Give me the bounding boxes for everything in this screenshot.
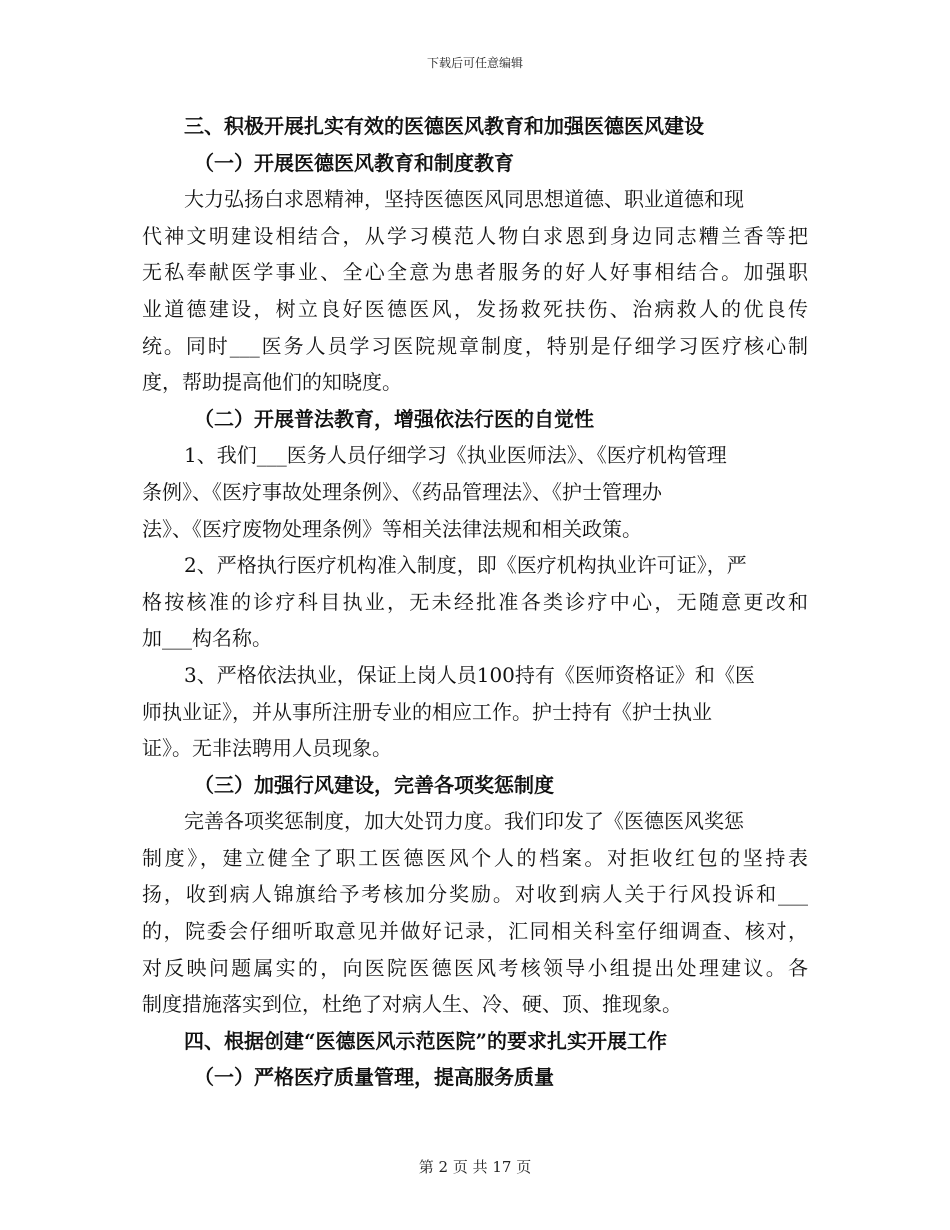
paragraph-line: 3、严格依法执业，保证上岗人员100持有《医师资格证》和《医 (184, 662, 755, 687)
subsection-heading: （一）严格医疗质量管理，提高服务质量 (194, 1065, 554, 1090)
section-heading: 三、积极开展扎实有效的医德医风教育和加强医德医风建设 (184, 114, 704, 138)
subsection-heading: （二）开展普法教育，增强依法行医的自觉性 (194, 406, 594, 431)
page-number: 第 2 页 共 17 页 (418, 1158, 532, 1176)
paragraph-line: 度，帮助提高他们的知晓度。 (142, 370, 402, 395)
paragraph-line: 法》、《医疗废物处理条例》等相关法律法规和相关政策。 (142, 516, 642, 541)
paragraph-line: 代神文明建设相结合，从学习模范人物白求恩到身边同志糟兰香等把 (142, 223, 808, 248)
paragraph-line: 师执业证》，并从事所注册专业的相应工作。护士持有《护士执业 (142, 699, 712, 724)
paragraph-line: 格按核准的诊疗科目执业，无未经批准各类诊疗中心，无随意更改和 (142, 589, 808, 614)
page-header: 下载后可任意编辑 (426, 56, 523, 70)
paragraph-line: 加___构名称。 (142, 626, 272, 651)
paragraph-line: 大力弘扬白求恩精神，坚持医德医风同思想道德、职业道德和现 (184, 187, 744, 212)
paragraph-line: 条例》、《医疗事故处理条例》、《药品管理法》、《护士管理办 (142, 479, 662, 504)
section-heading: 四、根据创建“医德医风示范医院”的要求扎实开展工作 (184, 1028, 668, 1053)
paragraph-line: 2、严格执行医疗机构准入制度，即《医疗机构执业许可证》，严 (184, 553, 747, 578)
subsection-heading: （一）开展医德医风教育和制度教育 (194, 150, 514, 175)
paragraph-line: 无私奉献医学事业、全心全意为患者服务的好人好事相结合。加强职 (142, 260, 808, 285)
paragraph-line: 统。同时___医务人员学习医院规章制度，特别是仔细学习医疗核心制 (142, 333, 808, 358)
paragraph-line: 对反映问题属实的，向医院医德医风考核领导小组提出处理建议。各 (142, 955, 808, 980)
paragraph-line: 制度措施落实到位，杜绝了对病人生、冷、硬、顶、推现象。 (142, 992, 682, 1017)
document-body (142, 108, 808, 1096)
paragraph-line: 业道德建设，树立良好医德医风，发扬救死扶伤、治病救人的优良传 (142, 296, 808, 321)
paragraph-line: 1、我们___医务人员仔细学习《执业医师法》、《医疗机构管理 (184, 443, 727, 468)
subsection-heading: （三）加强行风建设，完善各项奖惩制度 (194, 772, 554, 797)
paragraph-line: 证》。无非法聘用人员现象。 (142, 736, 392, 761)
paragraph-line: 的，院委会仔细听取意见并做好记录，汇同相关科室仔细调查、核对， (142, 919, 808, 944)
paragraph-line: 完善各项奖惩制度，加大处罚力度。我们印发了《医德医风奖惩 (184, 809, 744, 834)
paragraph-line: 制度》，建立健全了职工医德医风个人的档案。对拒收红包的坚持表 (142, 845, 808, 870)
paragraph-line: 扬，收到病人锦旗给予考核加分奖励。对收到病人关于行风投诉和___ (142, 882, 808, 907)
